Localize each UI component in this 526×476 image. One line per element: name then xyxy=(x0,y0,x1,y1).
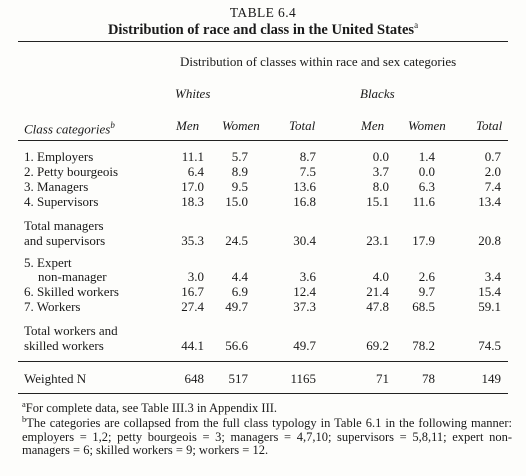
col-header-white-women: Women xyxy=(222,118,260,133)
cell: 44.1 xyxy=(181,338,204,353)
cell: 35.3 xyxy=(181,233,204,248)
cell: 9.5 xyxy=(231,179,248,194)
cell: 30.4 xyxy=(293,233,316,248)
cell: 2.0 xyxy=(484,164,501,179)
cell: 8.0 xyxy=(372,179,389,194)
row-label: 6. Skilled workers xyxy=(24,284,119,299)
cell: 7.4 xyxy=(484,179,501,194)
cell: 4.0 xyxy=(372,269,389,284)
group-label-blacks: Blacks xyxy=(360,86,395,101)
table-title-text: Distribution of race and class in the United States xyxy=(107,21,415,38)
col-header-white-total: Total xyxy=(289,118,316,133)
cell: 2.6 xyxy=(418,269,435,284)
bottom-rule xyxy=(18,393,508,394)
cell: 7.5 xyxy=(299,164,316,179)
cell: 21.4 xyxy=(366,284,389,299)
cell: 78 xyxy=(422,371,435,386)
cell: 24.5 xyxy=(225,233,248,248)
row-label: 1. Employers xyxy=(24,149,94,164)
cell: 6.4 xyxy=(187,164,204,179)
cell: 16.7 xyxy=(181,284,204,299)
cell: 13.6 xyxy=(293,179,316,194)
cell: 71 xyxy=(376,371,389,386)
cell: 3.0 xyxy=(187,269,204,284)
col-header-black-men: Men xyxy=(361,118,385,133)
cell: 4.4 xyxy=(231,269,248,284)
row-label: and supervisors xyxy=(24,233,106,248)
cell: 68.5 xyxy=(412,299,435,314)
col-header-white-men: Men xyxy=(176,118,200,133)
cell: 3.6 xyxy=(299,269,316,284)
row-label: 7. Workers xyxy=(24,299,81,314)
row-label: skilled workers xyxy=(24,338,104,353)
cell: 12.4 xyxy=(293,284,316,299)
cell: 15.4 xyxy=(478,284,501,299)
stub-header xyxy=(24,118,115,136)
row-label: 3. Managers xyxy=(24,179,89,194)
row-label: 5. Expert xyxy=(24,255,72,270)
row-label: Total workers and xyxy=(24,323,118,338)
cell: 6.3 xyxy=(418,179,435,194)
cell: 149 xyxy=(481,371,501,386)
cell: 648 xyxy=(184,371,204,386)
cell: 0.0 xyxy=(372,149,389,164)
cell: 15.0 xyxy=(225,194,248,209)
cell: 18.3 xyxy=(181,194,204,209)
cell: 16.8 xyxy=(293,194,316,209)
stub-header-mark: b xyxy=(110,120,115,130)
cell: 6.9 xyxy=(231,284,248,299)
footnote-text: The categories are collapsed from the full class typology in Table 6.1 in the following manner: employers = 1,2; petty bourgeois = 3; managers = 4,7,10; supervisors = 5,8,11; expert non-managers = 6; skilled workers = 9; workers = 12. xyxy=(22,416,512,458)
cell: 3.4 xyxy=(484,269,501,284)
cell: 74.5 xyxy=(478,338,501,353)
cell: 0.7 xyxy=(484,149,501,164)
cell: 9.7 xyxy=(418,284,435,299)
table-title xyxy=(0,20,526,39)
row-label: Total managers xyxy=(24,218,104,233)
title-footnote-mark: a xyxy=(414,20,419,30)
cell: 56.6 xyxy=(225,338,248,353)
row-label: 4. Supervisors xyxy=(24,194,99,209)
col-header-black-total: Total xyxy=(476,118,503,133)
cell: 1.4 xyxy=(418,149,435,164)
cell: 15.1 xyxy=(366,194,389,209)
footnote-text: For complete data, see Table III.3 in Appendix III. xyxy=(25,401,278,416)
total-rule xyxy=(18,361,508,362)
group-label-whites: Whites xyxy=(175,86,211,101)
footnote-b xyxy=(22,413,512,458)
cell: 11.6 xyxy=(412,194,435,209)
cell: 27.4 xyxy=(181,299,204,314)
cell: 23.1 xyxy=(366,233,389,248)
table-number: TABLE 6.4 xyxy=(229,5,297,20)
header-rule xyxy=(18,140,508,141)
cell: 78.2 xyxy=(412,338,435,353)
cell: 17.0 xyxy=(181,179,204,194)
cell: 59.1 xyxy=(478,299,501,314)
cell: 20.8 xyxy=(478,233,501,248)
cell: 17.9 xyxy=(412,233,435,248)
row-label: non-manager xyxy=(38,269,107,284)
top-rule xyxy=(18,41,508,42)
cell: 37.3 xyxy=(293,299,316,314)
cell: 517 xyxy=(228,371,248,386)
column-spanner: Distribution of classes within race and sex categories xyxy=(180,54,457,69)
cell: 8.7 xyxy=(299,149,316,164)
col-header-black-women: Women xyxy=(408,118,446,133)
row-label: 2. Petty bourgeois xyxy=(24,164,119,179)
cell: 3.7 xyxy=(372,164,389,179)
cell: 13.4 xyxy=(478,194,501,209)
cell: 5.7 xyxy=(231,149,248,164)
cell: 47.8 xyxy=(366,299,389,314)
footnote-mark: b xyxy=(22,414,27,424)
cell: 8.9 xyxy=(231,164,248,179)
stub-header-text: Class categories xyxy=(24,121,111,137)
row-label: Weighted N xyxy=(24,371,87,386)
cell: 11.1 xyxy=(181,149,204,164)
footnote-mark: a xyxy=(22,399,26,409)
cell: 1165 xyxy=(290,371,316,386)
cell: 49.7 xyxy=(225,299,248,314)
cell: 0.0 xyxy=(418,164,435,179)
cell: 69.2 xyxy=(366,338,389,353)
cell: 49.7 xyxy=(293,338,316,353)
